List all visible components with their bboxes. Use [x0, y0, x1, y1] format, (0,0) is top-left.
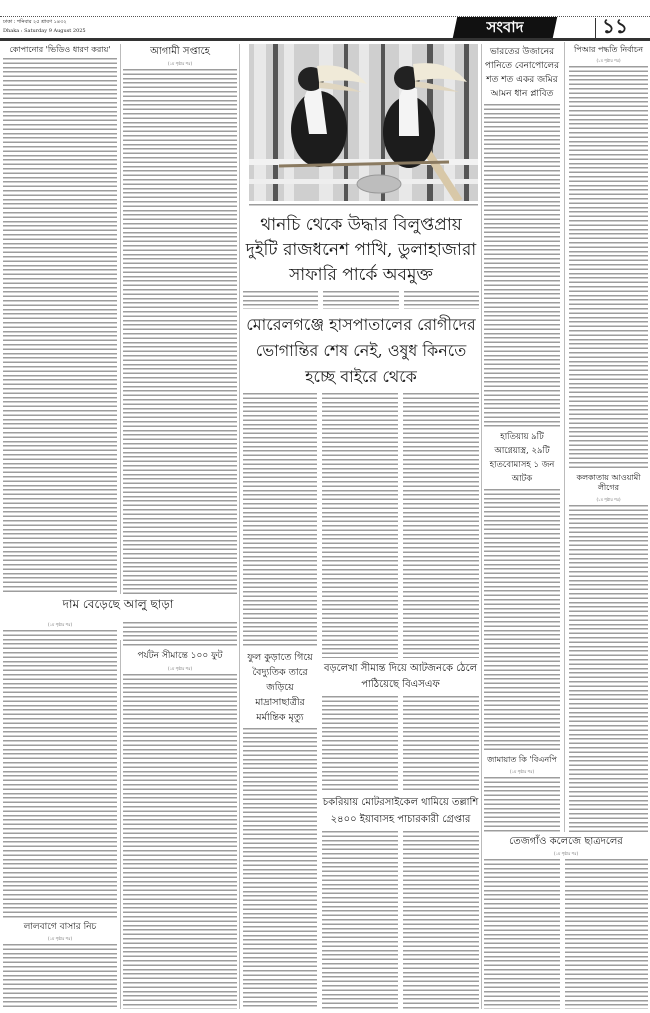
header-thick-rule	[0, 38, 650, 41]
article-body	[123, 622, 237, 648]
headline-hatiya: হাতিয়ায় ৯টি আগ্নেয়াস্ত্র, ২৯টি হাতবোমাসহ ১ জন আটক	[489, 432, 555, 485]
jump-note: (১ম পৃষ্ঠার পর)	[553, 851, 579, 856]
header-date-bn: ঢাকা : শনিবার ২৫ শ্রাবণ ১৪৩২	[3, 19, 67, 25]
right-top-row	[484, 42, 648, 832]
right-col-1	[484, 42, 560, 832]
article-body	[403, 831, 479, 1009]
center-bottom-row	[243, 393, 479, 1009]
article-body	[322, 393, 398, 658]
column-1-top	[3, 42, 117, 595]
headline-morelganj: মোরেলগঞ্জে হাসপাতালের রোগীদের ভোগান্তির শেষ নেই, ওষুধ কিনতে হচ্ছে বাইরে থেকে	[246, 315, 476, 386]
headline-kopano: কোপানোর 'ভিডিও ধারণ করায়'	[9, 45, 111, 54]
article-body	[403, 393, 479, 658]
column-rule	[239, 44, 240, 1009]
article-body	[3, 630, 117, 919]
jump-note: (১ম পৃষ্ঠার পর)	[47, 622, 73, 627]
jump-note: (১ম পৃষ্ঠার পর)	[509, 768, 535, 774]
column-rule	[120, 44, 121, 594]
column-rule	[564, 42, 565, 832]
article-body	[484, 489, 560, 752]
article-body	[404, 291, 479, 309]
article-body	[243, 393, 317, 647]
jump-note: (১ম পৃষ্ঠার পর)	[596, 496, 621, 502]
article-body	[569, 505, 648, 832]
article-body	[484, 777, 560, 832]
article-body	[123, 69, 237, 595]
jump-note: (১ম পৃষ্ঠার পর)	[47, 936, 73, 942]
header-separator	[595, 18, 596, 38]
article-body	[565, 859, 648, 1009]
article-body	[323, 291, 398, 309]
headline-chakaria: চকরিয়ায় মোটরসাইকেল থামিয়ে তল্লাশি ২৪০০ ইয়াবাসহ পাচারকারী গ্রেপ্তার	[322, 797, 479, 826]
center-subcol-a	[243, 393, 317, 1009]
jump-note: (১ম পৃষ্ঠার পর)	[167, 61, 193, 66]
masthead-logo-text: সংবাদ	[486, 18, 524, 36]
headline-paryatan: পর্যটন সীমান্তে ১০০ ফুট	[137, 651, 223, 661]
headline-kolkata: কলকাতায় আওয়ামী লীগের	[576, 472, 641, 493]
article-body	[243, 291, 318, 309]
headline-thanchi: থানচি থেকে উদ্ধার বিলুপ্তপ্রায় দুইটি রাজধনেশ পাখি, ডুলাহাজারা সাফারি পার্কে অবমুক্ত	[245, 215, 477, 285]
headline-pr: পিআর পদ্ধতি নির্বাচন	[573, 45, 644, 54]
column-2-top	[123, 42, 237, 595]
article-body	[484, 104, 560, 427]
headline-ful: ফুল কুড়াতে গিয়ে বৈদ্যুতিক তারে জড়িয়ে মাদ্রাসাছাত্রীর মর্মান্তিক মৃত্যু	[247, 651, 313, 723]
headline-benapole: ভারতের উজানের পানিতে বেনাপোলের শত শত একর জমির আমন ধান প্লাবিত	[484, 47, 560, 99]
center-bc-row	[322, 696, 479, 791]
right-col-2	[569, 42, 648, 832]
headline-dam: দাম বেড়েছে আলু ছাড়া	[62, 597, 174, 611]
headline-barlekha: বড়লেখা সীমান্ত দিয়ে আটজনকে ঠেলে পাঠিয়েছে বিএসএফ	[323, 663, 478, 691]
article-body	[322, 831, 398, 1009]
headline-lalbag: লালবাগে বাসার নিচ	[23, 921, 97, 932]
article-body	[569, 66, 648, 469]
article-body	[243, 728, 317, 1009]
photo-caption	[249, 204, 478, 208]
article-body	[123, 674, 237, 1009]
jump-note: (১ম পৃষ্ঠার পর)	[167, 665, 193, 671]
center-subcol-bc	[322, 393, 479, 1009]
column-2-lower	[123, 622, 237, 1009]
header-date-en: Dhaka : Saturday 9 August 2025	[3, 28, 86, 34]
article-body	[484, 859, 560, 1009]
article-body	[3, 58, 117, 595]
right-bottom-row	[484, 859, 648, 1009]
headline-tejgaon: তেজগাঁও কলেজে ছাত্রদলের	[509, 836, 623, 847]
page-number: ১১	[602, 14, 628, 38]
center-top-row	[243, 291, 479, 309]
headline-jamaat: জামায়াত কি 'বিএনপি	[487, 755, 557, 765]
headline-agami: আগামী সপ্তাহে	[150, 46, 210, 57]
jump-note: (১ম পৃষ্ঠার পর)	[596, 58, 621, 64]
right-section	[484, 42, 648, 1009]
hornbill-photo	[249, 44, 478, 201]
column-rule	[120, 640, 121, 1009]
article-body	[403, 696, 479, 791]
center-section	[243, 210, 479, 1009]
column-rule	[481, 44, 482, 1009]
center-bc-row	[322, 831, 479, 1009]
article-body	[3, 944, 117, 1009]
column-1-lower	[3, 622, 117, 1009]
center-bc-row	[322, 393, 479, 658]
article-body	[322, 696, 398, 791]
